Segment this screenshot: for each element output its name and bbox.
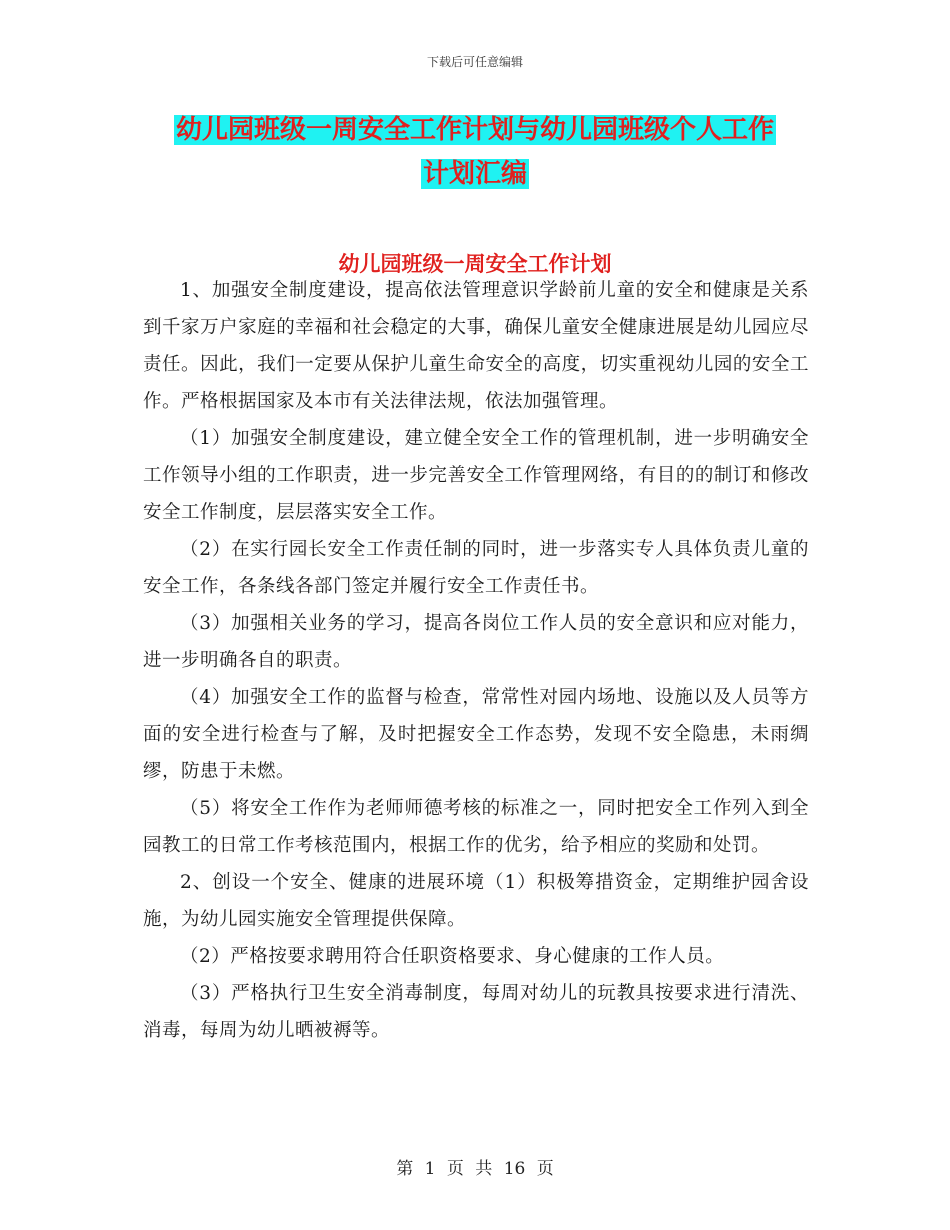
paragraph: （3）加强相关业务的学习，提高各岗位工作人员的安全意识和应对能力，进一步明确各自的职责。 <box>143 613 809 671</box>
paragraph: 1、加强安全制度建设，提高依法管理意识学龄前儿童的安全和健康是关系到千家万户家庭的幸福和社会稳定的大事，确保儿童安全健康进展是幼儿园应尽责任。因此，我们一定要从保护儿童生命安全的高度，切实重视幼儿园的安全工作。严格根据国家及本市有关法律法规，依法加强管理。 <box>143 280 809 412</box>
paragraph: 2、创设一个安全、健康的进展环境（1）积极筹措资金，定期维护园舍设施，为幼儿园实施安全管理提供保障。 <box>143 872 809 930</box>
document-title-line-1: 幼儿园班级一周安全工作计划与幼儿园班级个人工作 <box>175 115 774 145</box>
paragraph: （2）严格按要求聘用符合任职资格要求、身心健康的工作人员。 <box>180 946 725 967</box>
paragraph: （5）将安全工作作为老师师德考核的标准之一，同时把安全工作列入到全园教工的日常工作考核范围内，根据工作的优劣，给予相应的奖励和处罚。 <box>143 798 809 856</box>
section-title: 幼儿园班级一周安全工作计划 <box>338 252 612 276</box>
document-title-line-2: 计划汇编 <box>422 159 527 189</box>
document-title <box>140 108 810 196</box>
page-footer: 第 1 页 共 16 页 <box>396 1159 554 1179</box>
document-body <box>143 272 809 1049</box>
paragraph: （4）加强安全工作的监督与检查，常常性对园内场地、设施以及人员等方面的安全进行检查与了解，及时把握安全工作态势，发现不安全隐患，未雨绸缪，防患于未燃。 <box>143 687 809 782</box>
paragraph: （3）严格执行卫生安全消毒制度，每周对幼儿的玩教具按要求进行清洗、消毒，每周为幼儿晒被褥等。 <box>143 983 809 1041</box>
paragraph: （2）在实行园长安全工作责任制的同时，进一步落实专人具体负责儿童的安全工作，各条线各部门签定并履行安全工作责任书。 <box>143 539 809 597</box>
paragraph: （1）加强安全制度建设，建立健全安全工作的管理机制，进一步明确安全工作领导小组的工作职责，进一步完善安全工作管理网络，有目的的制订和修改安全工作制度，层层落实安全工作。 <box>143 428 809 523</box>
header-note: 下载后可任意编辑 <box>426 55 523 69</box>
